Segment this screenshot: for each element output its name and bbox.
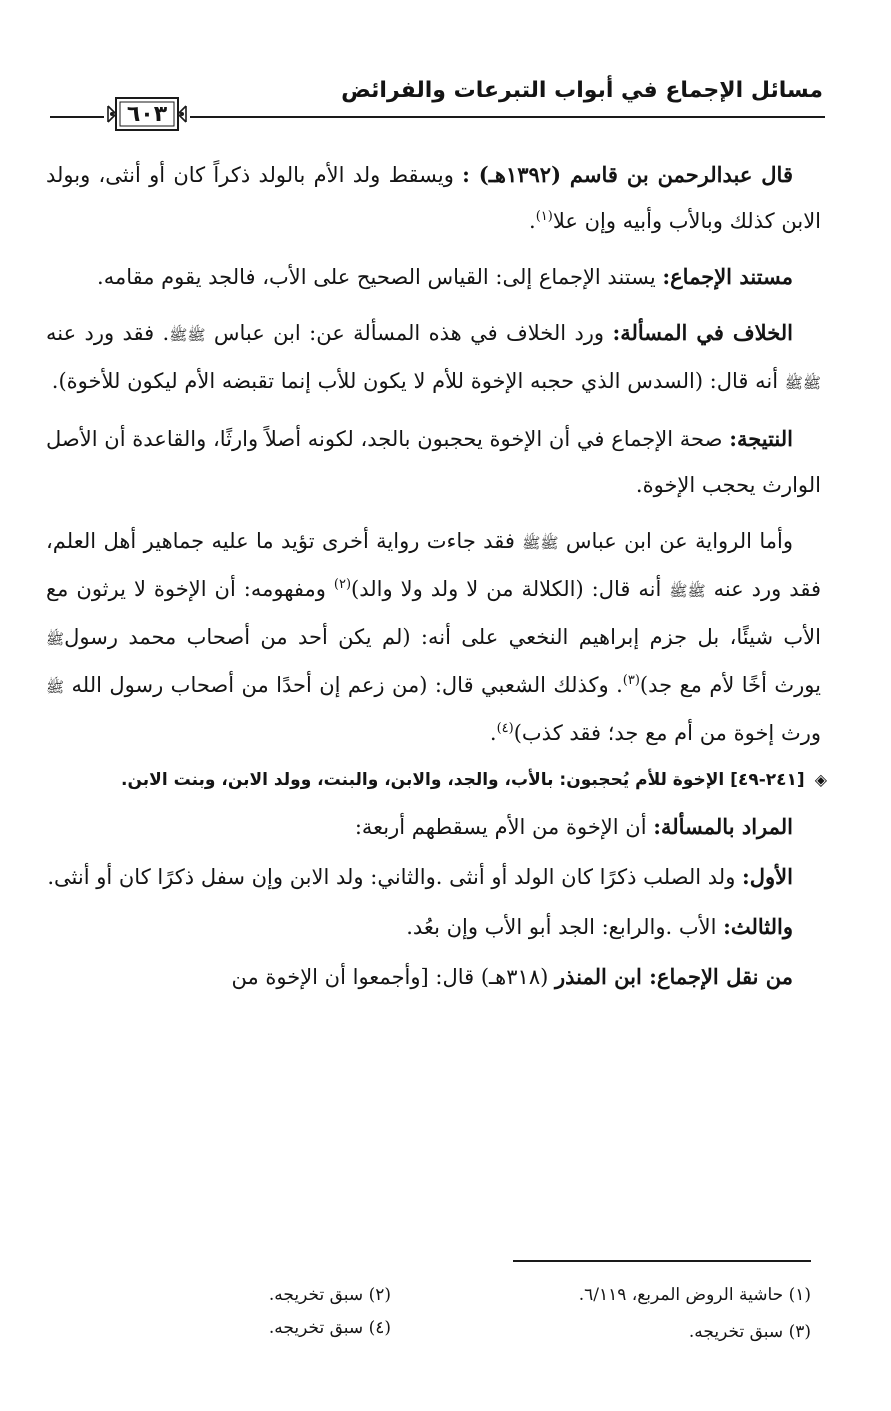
footnote-4: (٤) سبق تخريجه. (268, 1318, 391, 1338)
label-result: النتيجة: (729, 426, 793, 451)
text-result: صحة الإجماع في أن الإخوة يحجبون بالجد، لكونه أصلاً وارثًا، والقاعدة أن الأصل الوارث يحجب الإخوة. (46, 427, 821, 497)
footnote-1: (١) حاشية الروض المربع، ٦/١١٩. (578, 1285, 811, 1305)
footnote-2: (٢) سبق تخريجه. (268, 1285, 391, 1305)
section-heading-text: [٢٤١-٤٩] الإخوة للأم يُحجبون: بالأب، والجد، والابن، والبنت، وولد الابن، وبنت الابن. (121, 770, 805, 790)
footnote-ref-4: (٤) (496, 721, 514, 736)
honorific-icon: ﷺ (46, 678, 65, 696)
text-narration-f: . وكذلك الشعبي قال: (من زعم إن أحدًا من أصحاب رسول الله (64, 673, 623, 697)
paragraph-transmitters (46, 954, 821, 1000)
text-meaning: أن الإخوة من الأم يسقطهم أربعة: (354, 815, 654, 839)
paragraph-ibn-qasim: قال عبدالرحمن بن قاسم (١٣٩٢هـ) : ويسقط ولد الأم بالولد ذكراً كان أو أنثى، وبولد الابن كذلك وبالأب وأبيه وإن علا$^{(١)}$. (46, 162, 821, 233)
label-transmitters: من نقل الإجماع: (649, 964, 793, 989)
text-disagreement-b: . فقد ورد عنه (46, 321, 170, 345)
text-transmitters: (٣١٨هـ) قال: [وأجمعوا أن الإخوة من (231, 965, 555, 989)
page-number: ٦٠٣ (126, 101, 168, 127)
honorific-icon: ﷺﷺ (669, 582, 706, 600)
label-ibn-qasim: قال عبدالرحمن بن قاسم (١٣٩٢هـ) : (462, 162, 793, 187)
honorific-icon: ﷺ (46, 630, 65, 648)
paragraph-disagreement (46, 310, 821, 406)
label-basis: مستند الإجماع: (662, 264, 793, 289)
footnote-rule (513, 1260, 811, 1262)
paragraph-third (46, 904, 821, 950)
text-disagreement-c: أنه قال: (السدس الذي حجبه الإخوة للأم لا يكون للأب إنما تقبضه الأم ليكون للأخوة). (51, 369, 785, 393)
footnote-ref-2: (٢) (333, 577, 352, 592)
diamond-bullet-icon: ◈ (814, 770, 827, 789)
paragraph-first (46, 854, 821, 900)
text-disagreement-a: ورد الخلاف في هذه المسألة عن: ابن عباس (205, 321, 613, 345)
text-third: الأب .والرابع: الجد أبو الأب وإن بعُد. (406, 915, 724, 939)
text-narration-end: . (489, 721, 497, 745)
text-ibn-qasim: ويسقط ولد الأم بالولد ذكراً كان أو أنثى، وبولد الابن كذلك وبالأب وأبيه وإن علا (46, 163, 821, 233)
text-basis: يستند الإجماع إلى: القياس الصحيح على الأب، فالجد يقوم مقامه. (97, 265, 663, 289)
text-first: ولد الصلب ذكرًا كان الولد أو أنثى .والثاني: ولد الابن وإن سفل ذكرًا كان أو أنثى. (47, 865, 743, 889)
label-meaning: المراد بالمسألة: (653, 814, 793, 839)
paragraph-meaning (46, 804, 821, 850)
text-narration-g: ورث إخوة من أم مع جد؛ فقد كذب) (513, 721, 821, 745)
section-heading (46, 760, 827, 800)
header-rule (190, 116, 825, 118)
paragraph-result (46, 416, 821, 508)
main-text (46, 152, 827, 1004)
honorific-icon: ﷺﷺ (522, 534, 559, 552)
text-narration-e: يورث أخًا لأم مع جد) (639, 673, 821, 697)
label-first: الأول: (742, 864, 793, 889)
footnote-3: (٣) سبق تخريجه. (688, 1322, 811, 1342)
text-narration-d: ومفهومه: أن الإخوة لا يرثون مع الأب شيئًا، بل جزم إبراهيم النخعي على أنه: (لم يكن أحد من أصحاب محمد رسول (46, 577, 821, 649)
text-narration-c: أنه قال: (الكلالة من لا ولد ولا والد) (351, 577, 670, 601)
text-narration-b: فقد جاءت رواية أخرى تؤيد ما عليه جماهير أهل العلم، فقد ورد عنه (46, 529, 821, 601)
label-disagreement: الخلاف في المسألة: (612, 320, 793, 345)
honorific-icon: ﷺﷺ (169, 326, 206, 344)
header-rule-left (50, 116, 104, 118)
page-number-ornament (104, 92, 190, 136)
honorific-icon: ﷺﷺ (784, 374, 821, 392)
paragraph-narration (46, 518, 821, 756)
paragraph-basis (46, 254, 821, 300)
text-narration-a: وأما الرواية عن ابن عباس (558, 529, 793, 553)
footnote-ref-1: (١) (535, 209, 553, 224)
running-title: مسائل الإجماع في أبواب التبرعات والفرائض (341, 78, 823, 103)
footnote-ref-3: (٣) (622, 673, 640, 688)
label-third: والثالث: (723, 914, 793, 939)
name-ibn-al-mundhir: ابن المنذر (554, 964, 650, 989)
